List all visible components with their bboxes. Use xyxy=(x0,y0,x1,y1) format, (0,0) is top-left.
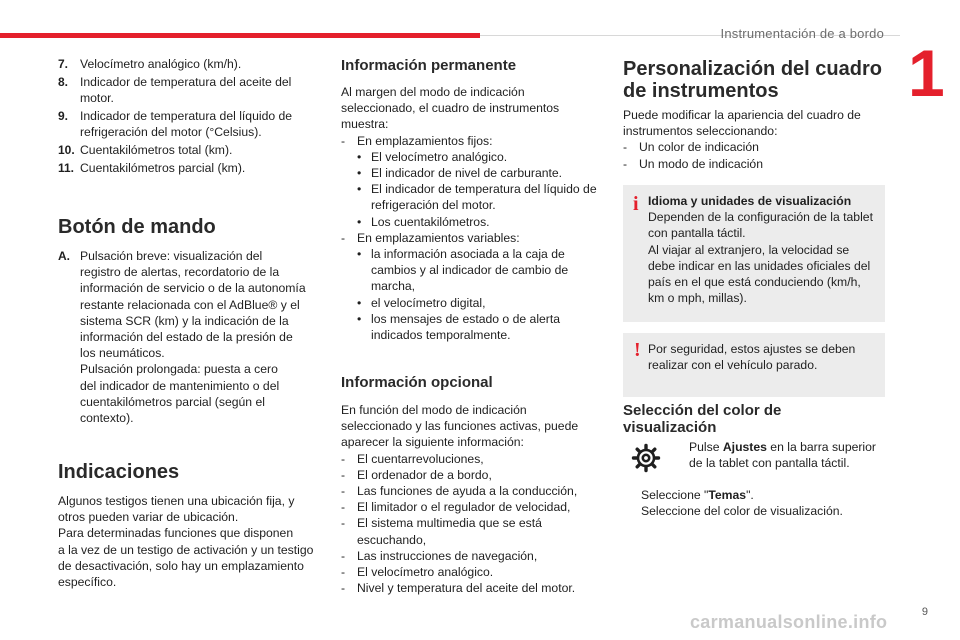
page-number: 9 xyxy=(921,606,928,618)
chapter-number: 1 xyxy=(908,36,945,110)
gear-icon xyxy=(631,443,661,473)
watermark: carmanualsonline.info xyxy=(690,612,888,632)
heading-indicaciones: Indicaciones xyxy=(58,461,180,483)
section-title: Instrumentación de a bordo xyxy=(720,26,884,41)
warning-box: ! Por seguridad, estos ajustes se deben realizar con el vehículo parado. xyxy=(623,333,885,397)
info-icon: i xyxy=(633,193,639,215)
step-temas: Seleccione "Temas". xyxy=(623,487,754,503)
permanente-section: Al margen del modo de indicación seleccionado, el cuadro de instrumentos muestra: - En emplazamientos fijos: • El velocímetro analógico. • El indicador de nivel de carburante. • El indicador de temperatura del líquido de refrigeración del motor. • Los cuentakilómetros. - En emplazamientos variables: • la información asociada a la caja de cambios y al indicador de cambio de marcha, • el velocímetro digital, • los mensajes de estado o de alerta indicados temporalmente. xyxy=(341,85,597,343)
arrow-bullet-icon xyxy=(623,503,641,519)
list-item: 9. Indicador de temperatura del líquido de refrigeración del motor (°Celsius). xyxy=(58,109,293,140)
header-red-bar xyxy=(0,33,480,38)
heading-personalizacion: Personalización del cuadro de instrumentos xyxy=(623,58,882,102)
boton-item: A. Pulsación breve: visualización del registro de alertas, recordatorio de la información de servicio o de la autonomía restante relacionada con el AdBlue® y el sistema SCR (km) y la indicación de la información del estado de la presión de los neumáticos. Pulsación prolongada: puesta a cero del indicador de mantenimiento o del cuentakilómetros parcial (según el contexto). xyxy=(58,248,320,426)
list-item: 8. Indicador de temperatura del aceite del motor. xyxy=(58,75,292,106)
heading-seleccion-color: Selección del color de visualización xyxy=(623,402,782,436)
list-item: 7. Velocímetro analógico (km/h). xyxy=(58,57,242,71)
info-box-title: Idioma y unidades de visualización xyxy=(648,194,852,208)
opcional-section: En función del modo de indicación seleccionado y las funciones activas, puede aparecer la siguiente información: - El cuentarrevoluciones, - El ordenador de a bordo, - Las funciones de ayuda a la conducción, - El limitador o el regulador de velocidad, - El sistema multimedia que se está escuchando, - Las instrucciones de navegación, - El velocímetro analógico. - Nivel y temperatura del aceite del motor. xyxy=(341,403,579,596)
boton-item-text: Pulsación breve: visualización del registro de alertas, recordatorio de la información de servicio o de la autonomía restante relacionada con el AdBlue® y el sistema SCR (km) y la indicación de la información del estado de la presión de los neumáticos. Pulsación prolongada: puesta a cero del indicador de mantenimiento o del cuentakilómetros parcial (según el contexto). xyxy=(80,249,306,426)
info-box: i Idioma y unidades de visualización Dependen de la configuración de la tablet con pantalla táctil. Al viajar al extranjero, la velocidad se debe indicar en las unidades oficiales del país en el que está conduciendo (km/h, km o mph, millas). xyxy=(623,185,885,322)
heading-boton-de-mando: Botón de mando xyxy=(58,216,216,238)
warning-icon: ! xyxy=(634,339,641,361)
indicaciones-paragraph: Algunos testigos tienen una ubicación fija, y otros pueden variar de ubicación. Para determinadas funciones que disponen a la vez de un testigo de activación y un testigo de desactivación, solo hay un emplazamiento específico. xyxy=(58,494,314,590)
arrow-bullet-icon xyxy=(623,487,641,503)
personalizacion-paragraph: Puede modificar la apariencia del cuadro de instrumentos seleccionando: - Un color de indicación - Un modo de indicación xyxy=(623,108,861,171)
heading-informacion-opcional: Información opcional xyxy=(341,374,493,391)
step-color: Seleccione del color de visualización. xyxy=(623,503,843,519)
list-item: 11. Cuentakilómetros parcial (km). xyxy=(58,161,246,175)
list-item: 10. Cuentakilómetros total (km). xyxy=(58,143,233,157)
step-ajustes: Pulse Ajustes en la barra superior de la tablet con pantalla táctil. xyxy=(671,439,885,471)
arrow-bullet-icon xyxy=(671,439,689,471)
heading-informacion-permanente: Información permanente xyxy=(341,57,517,74)
